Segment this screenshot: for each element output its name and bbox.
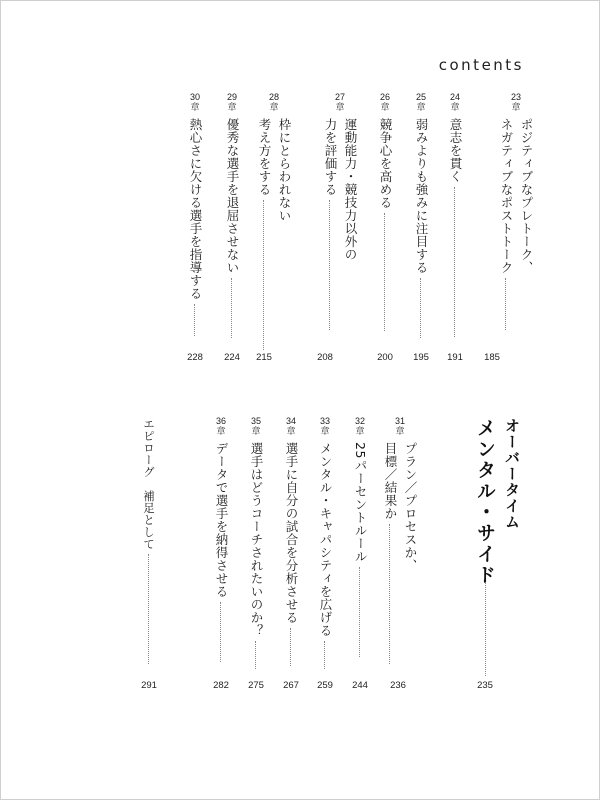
page-number: 191 bbox=[447, 352, 463, 363]
dot-leader bbox=[194, 304, 196, 336]
epilogue-title: エピローグ 補足として bbox=[142, 418, 156, 550]
page-number: 282 bbox=[213, 680, 229, 691]
toc-entry-31[interactable] bbox=[380, 416, 420, 664]
page-number: 291 bbox=[141, 680, 157, 691]
chapter-title-line: 優秀な選手を退屈させない bbox=[225, 118, 240, 274]
chapter-title-line: データで選手を納得させる bbox=[214, 442, 229, 598]
toc-entry-27[interactable] bbox=[320, 92, 360, 330]
chapter-title-line: 運動能力・競技力以外の bbox=[343, 118, 358, 261]
page-number: 259 bbox=[317, 680, 333, 691]
page-number: 275 bbox=[248, 680, 264, 691]
chapter-title-line: プラン／プロセスか、 bbox=[403, 442, 418, 572]
part-subtitle: オーバータイム bbox=[503, 418, 521, 530]
toc-entry-26[interactable] bbox=[372, 92, 398, 331]
dot-leader bbox=[359, 567, 361, 657]
chapter-label: 31 章 bbox=[394, 416, 405, 436]
toc-entry-24[interactable] bbox=[442, 92, 468, 337]
toc-entry-29[interactable] bbox=[219, 92, 245, 338]
chapter-label: 34 章 bbox=[285, 416, 296, 436]
dot-leader bbox=[263, 200, 265, 350]
chapter-label: 24 章 bbox=[449, 92, 460, 112]
chapter-title-line: 枠にとらわれない bbox=[277, 118, 292, 222]
toc-entry-32[interactable] bbox=[347, 416, 373, 657]
toc-entry-33[interactable] bbox=[312, 416, 338, 669]
toc-entry-25[interactable] bbox=[408, 92, 434, 338]
page-number: 267 bbox=[283, 680, 299, 691]
chapter-label: 23 章 bbox=[510, 92, 521, 112]
dot-leader bbox=[324, 641, 326, 669]
chapter-title-line: 力を評価する bbox=[323, 118, 338, 196]
dot-leader bbox=[389, 524, 391, 664]
page-number: 185 bbox=[484, 352, 500, 363]
chapter-title-line: 考え方をする bbox=[257, 118, 272, 196]
contents-title: contents bbox=[438, 56, 524, 74]
chapter-label: 32 章 bbox=[354, 416, 365, 436]
dot-leader bbox=[290, 628, 292, 666]
chapter-title-line: ネガティブなポストトーク bbox=[499, 118, 514, 274]
chapter-title-line: 熱心さに欠ける選手を指導する bbox=[188, 118, 203, 300]
chapter-title-line: 選手に自分の試合を分析させる bbox=[284, 442, 299, 624]
toc-entry-23[interactable] bbox=[496, 92, 536, 330]
page-number: 215 bbox=[256, 352, 272, 363]
page-number: 195 bbox=[413, 352, 429, 363]
chapter-title-line: 競争心を高める bbox=[378, 118, 393, 209]
dot-leader bbox=[384, 213, 386, 331]
chapter-title-line: 意志を貫く bbox=[448, 118, 463, 183]
page-number: 244 bbox=[352, 680, 368, 691]
chapter-title-line: 目標／結果か bbox=[383, 442, 398, 520]
chapter-label: 26 章 bbox=[379, 92, 390, 112]
chapter-label: 25 章 bbox=[415, 92, 426, 112]
toc-entry-34[interactable] bbox=[278, 416, 304, 666]
toc-entry-epilogue[interactable] bbox=[136, 418, 162, 664]
toc-entry-36[interactable] bbox=[208, 416, 234, 662]
dot-leader bbox=[220, 602, 222, 662]
chapter-label: 36 章 bbox=[215, 416, 226, 436]
chapter-title-line: 選手はどうコーチされたいのか？ bbox=[249, 442, 264, 637]
page-number: 236 bbox=[390, 680, 406, 691]
page-number: 235 bbox=[477, 680, 493, 691]
chapter-label: 28 章 bbox=[268, 92, 279, 112]
dot-leader bbox=[485, 582, 487, 676]
page-number: 228 bbox=[187, 352, 203, 363]
part-title[interactable]: メンタル・サイド bbox=[474, 418, 496, 586]
page-number: 208 bbox=[317, 352, 333, 363]
chapter-label: 30 章 bbox=[189, 92, 200, 112]
chapter-title-line: 弱みよりも強みに注目する bbox=[414, 118, 429, 274]
dot-leader bbox=[454, 187, 456, 337]
chapter-title-line: メンタル・キャパシティを広げる bbox=[318, 442, 333, 637]
page-number: 224 bbox=[224, 352, 240, 363]
chapter-title-line: 25パーセントルール bbox=[353, 442, 368, 563]
toc-entry-35[interactable] bbox=[243, 416, 269, 669]
chapter-label: 33 章 bbox=[319, 416, 330, 436]
chapter-label: 29 章 bbox=[226, 92, 237, 112]
dot-leader bbox=[329, 200, 331, 330]
toc-entry-30[interactable] bbox=[182, 92, 208, 336]
chapter-title-line: ポジティブなプレトーク、 bbox=[519, 118, 534, 274]
chapter-label: 27 章 bbox=[334, 92, 345, 112]
dot-leader bbox=[231, 278, 233, 338]
page-number: 200 bbox=[377, 352, 393, 363]
dot-leader bbox=[148, 554, 150, 664]
toc-entry-28[interactable] bbox=[254, 92, 294, 350]
chapter-label: 35 章 bbox=[250, 416, 261, 436]
dot-leader bbox=[420, 278, 422, 338]
dot-leader bbox=[505, 278, 507, 330]
dot-leader bbox=[255, 641, 257, 669]
